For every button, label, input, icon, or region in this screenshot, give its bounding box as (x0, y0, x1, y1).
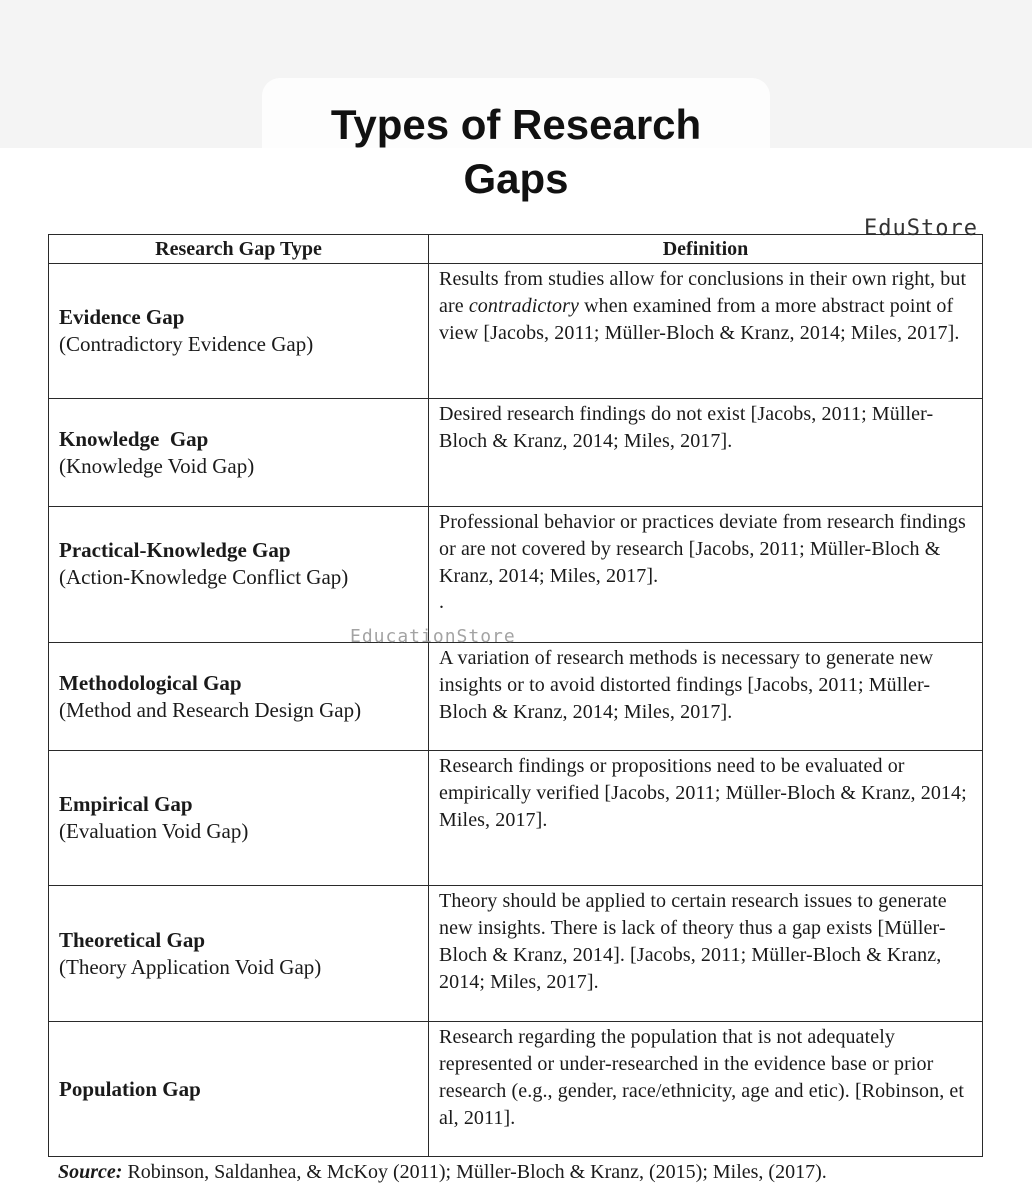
gap-definition-text: Results from studies allow for conclusions in their own right, but are (439, 268, 967, 317)
source-text: Robinson, Saldanhea, & McKoy (2011); Müller-Bloch & Kranz, (2015); Miles, (2017). (122, 1161, 827, 1183)
gap-type-name: Evidence Gap (59, 305, 185, 329)
gap-type-name: Methodological Gap (59, 670, 242, 695)
gap-type-cell (49, 751, 429, 886)
gap-type-cell (49, 264, 429, 399)
source-citation (58, 1158, 827, 1186)
table-row (49, 1022, 983, 1157)
table-row (49, 751, 983, 886)
column-header-gap-type: Research Gap Type (49, 235, 429, 264)
gap-definition-cell (429, 751, 983, 886)
gap-type-alt-name: (Method and Research Design Gap) (59, 697, 362, 722)
gap-type-cell (49, 886, 429, 1022)
gap-type-cell (49, 507, 429, 643)
gap-type-name: Empirical Gap (59, 792, 193, 816)
gap-type-name: Population Gap (59, 1076, 201, 1101)
stray-period: . (439, 591, 445, 613)
watermark-educationstore: EducationStore (350, 626, 516, 647)
watermark-edustore: EduStore (864, 216, 978, 241)
gap-type-cell (49, 643, 429, 751)
table-row (49, 399, 983, 507)
table-row (49, 643, 983, 751)
table-row (49, 264, 983, 399)
gap-definition-cell (429, 507, 983, 643)
gap-type-name: Theoretical Gap (59, 927, 206, 952)
page-title-line-2: Gaps (463, 155, 569, 202)
gap-type-alt-name: (Evaluation Void Gap) (59, 819, 249, 843)
gap-type-alt-name: (Knowledge Void Gap) (59, 453, 255, 478)
table-header-row (49, 235, 983, 264)
gap-type-alt-name: (Contradictory Evidence Gap) (59, 332, 314, 356)
gap-type-alt-name: (Action-Knowledge Conflict Gap) (59, 565, 349, 589)
research-gap-table (48, 234, 983, 1157)
gap-definition-text-cont: when examined from a more abstract point of view [Jacobs, 2011; Müller-Bloch & Kranz, 2014; Miles, 2017]. (439, 295, 960, 344)
gap-definition-text: Research regarding the population that is not adequately represented or under-researched in the evidence base or prior research (e.g., gender, race/ethnicity, age and etic). [Robinson, et al, 2011]. (439, 1026, 965, 1129)
gap-definition-text: Theory should be applied to certain research issues to generate new insights. There is lack of theory thus a gap exists [Müller-Bloch & Kranz, 2014]. [Jacobs, 2011; Müller-Bloch & Kranz, 2014; Miles, 2017]. (439, 890, 947, 993)
gap-type-name: Knowledge Gap (59, 426, 209, 451)
gap-definition-emphasis: contradictory (468, 295, 579, 317)
gap-definition-text: Research findings or propositions need to be evaluated or empirically verified [Jacobs, 2011; Müller-Bloch & Kranz, 2014; Miles, 2017]. (439, 755, 967, 831)
gap-definition-cell (429, 643, 983, 751)
gap-type-name: Practical-Knowledge Gap (59, 538, 291, 562)
gap-definition-text: Professional behavior or practices deviate from research findings or are not covered by research [Jacobs, 2011; Müller-Bloch & Kranz, 2014; Miles, 2017]. (439, 511, 966, 587)
column-header-definition: Definition (429, 235, 983, 264)
gap-definition-cell (429, 1022, 983, 1157)
gap-type-cell (49, 399, 429, 507)
gap-definition-cell (429, 264, 983, 399)
gap-definition-cell (429, 399, 983, 507)
source-label: Source: (58, 1161, 123, 1183)
gap-definition-text: Desired research findings do not exist [Jacobs, 2011; Müller-Bloch & Kranz, 2014; Miles, 2017]. (439, 403, 934, 452)
table-row (49, 507, 983, 643)
page-title-line-1: Types of Research (330, 101, 702, 148)
gap-definition-text: A variation of research methods is necessary to generate new insights or to avoid distorted findings [Jacobs, 2011; Müller-Bloch & Kranz, 2014; Miles, 2017]. (439, 647, 934, 723)
gap-type-cell (49, 1022, 429, 1157)
page-title (0, 98, 1032, 206)
table-row (49, 886, 983, 1022)
gap-type-alt-name: (Theory Application Void Gap) (59, 954, 322, 979)
gap-definition-cell (429, 886, 983, 1022)
